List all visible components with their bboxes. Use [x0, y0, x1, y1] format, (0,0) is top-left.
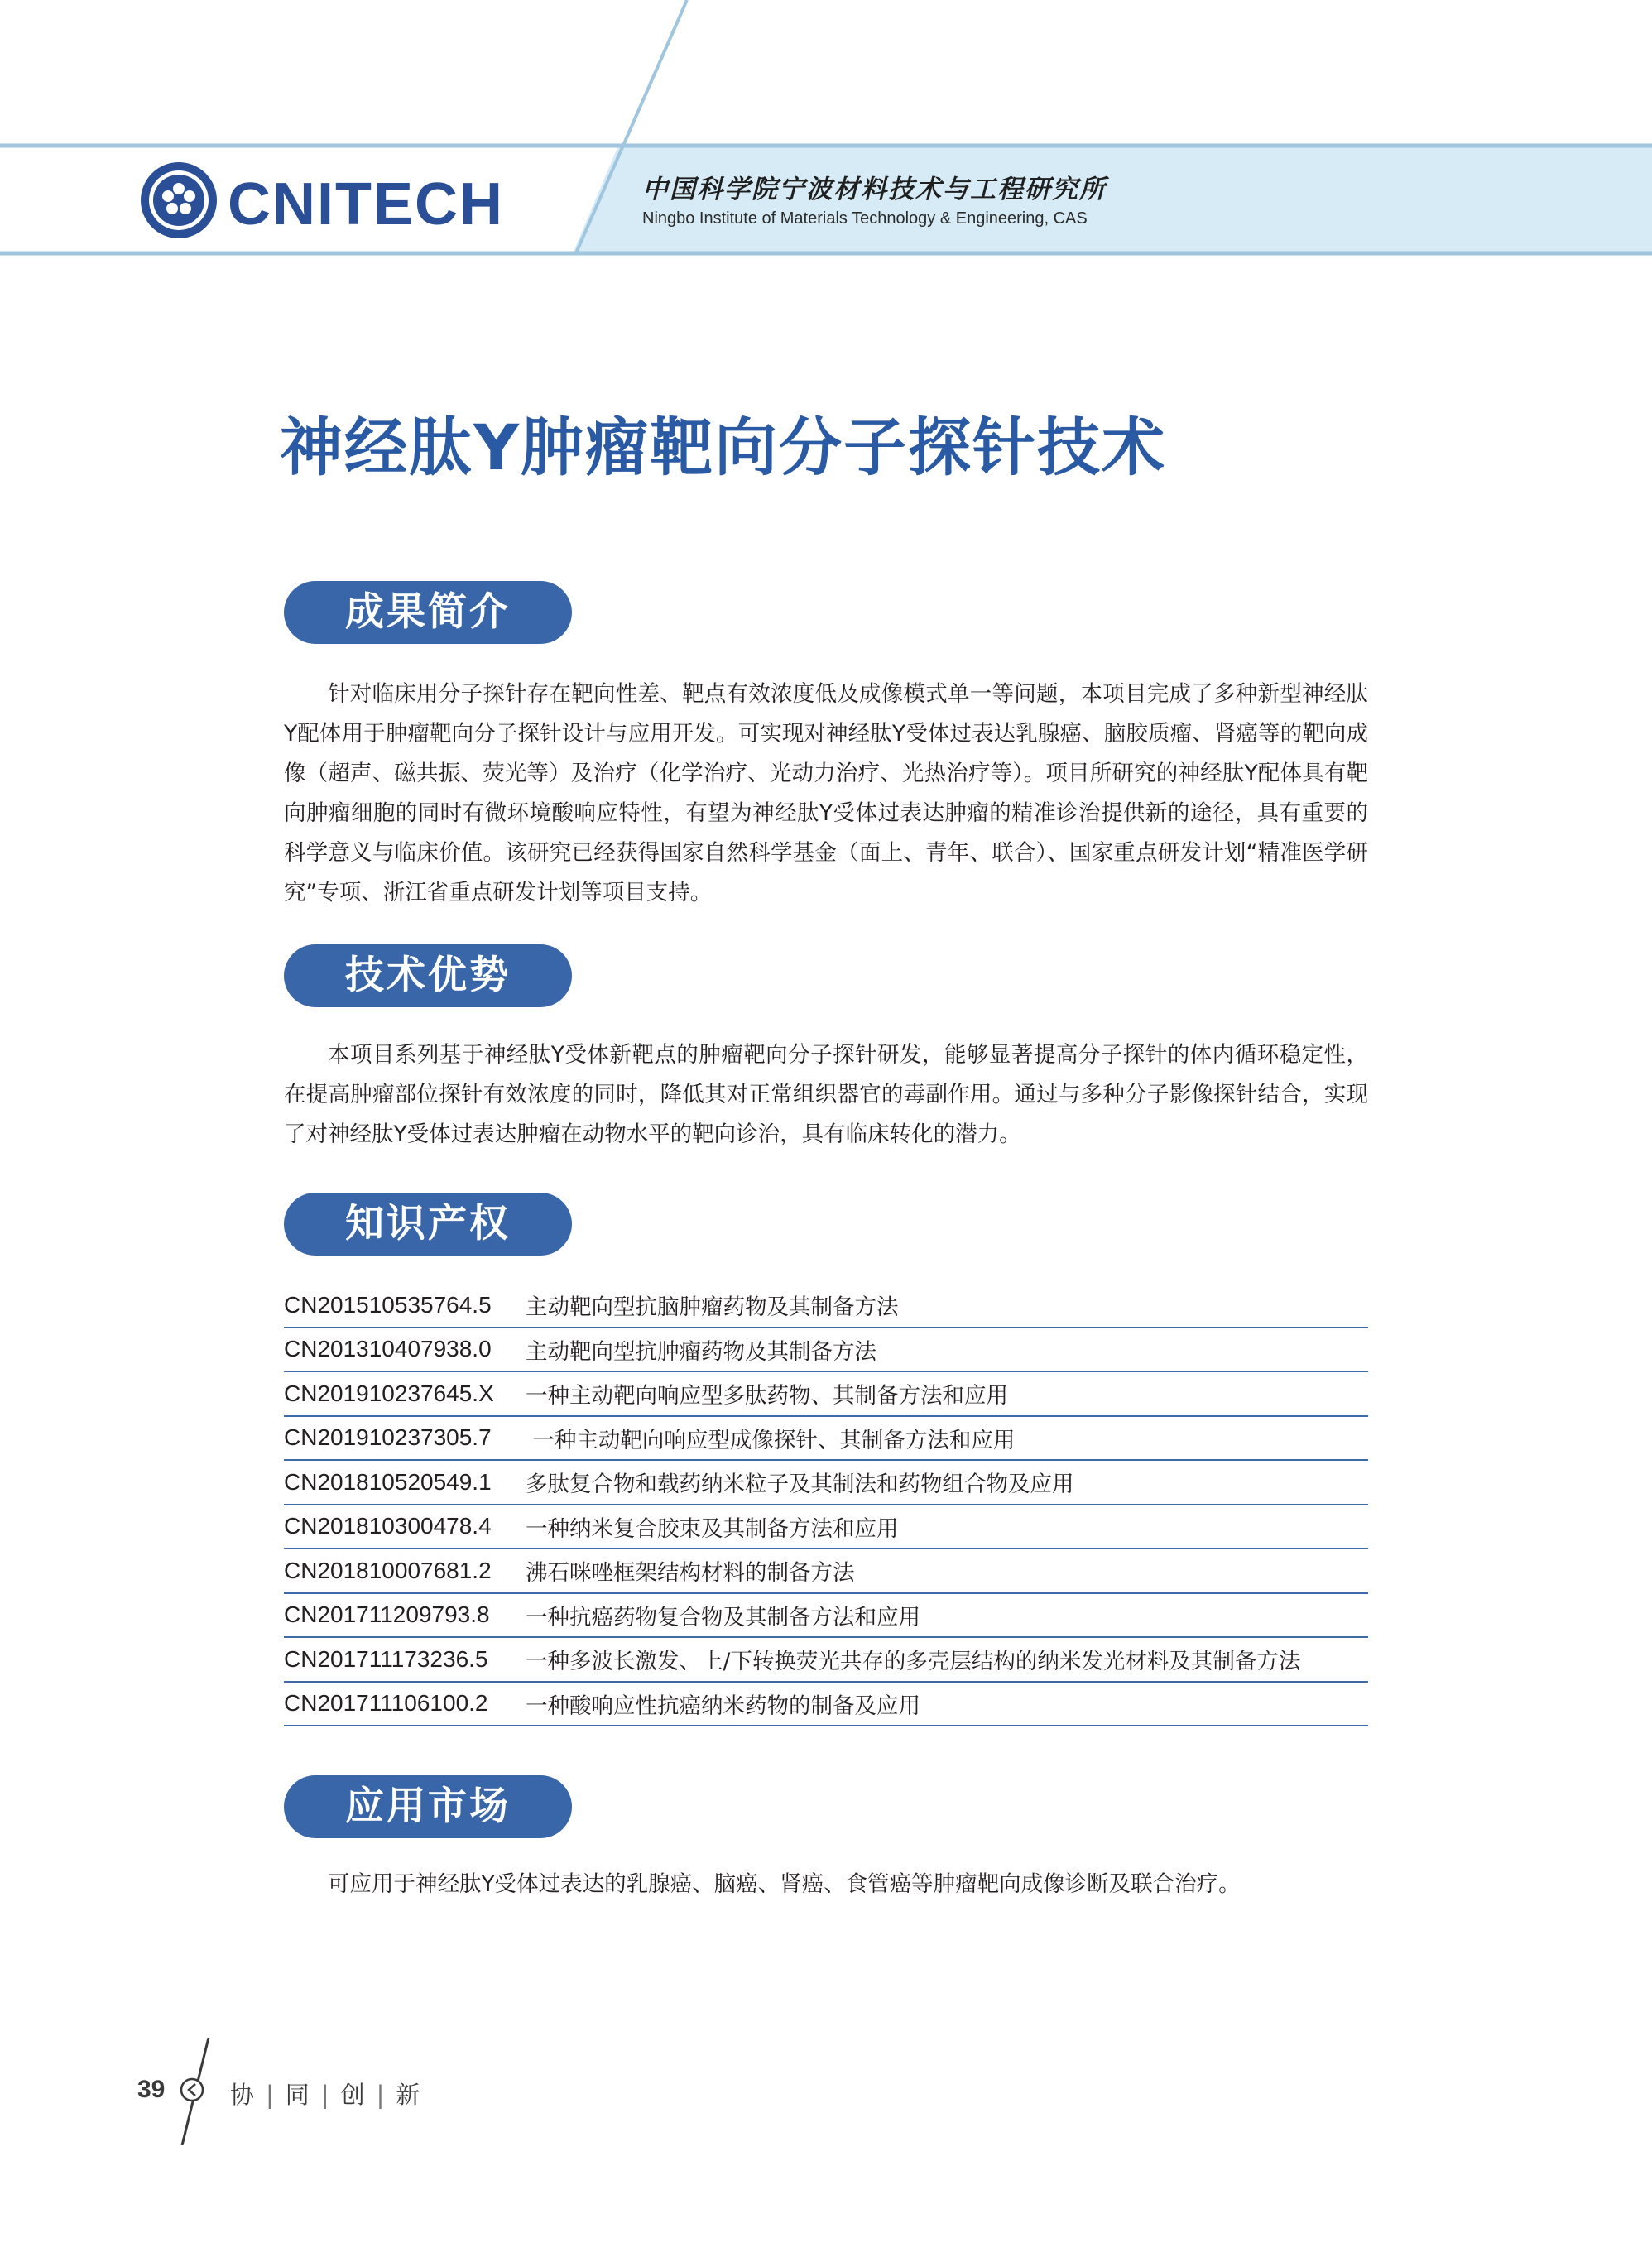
patent-row — [284, 1505, 1368, 1550]
section-heading-market: 应用市场 — [284, 1775, 572, 1838]
brand-logo-text: CNITECH — [228, 171, 504, 238]
section-heading-ip: 知识产权 — [284, 1193, 572, 1256]
patent-title: 沸石咪唑框架结构材料的制备方法 — [526, 1560, 855, 1587]
patent-row — [284, 1461, 1368, 1505]
market-paragraph: 可应用于神经肽Y受体过表达的乳腺癌、脑癌、肾癌、食管癌等肿瘤靶向成像诊断及联合治疗。 — [328, 1871, 1241, 1897]
patent-row — [284, 1417, 1368, 1462]
patent-number: CN201310407938.0 — [284, 1336, 492, 1362]
patent-title: 一种纳米复合胶束及其制备方法和应用 — [526, 1515, 899, 1542]
patent-number: CN201810300478.4 — [284, 1513, 492, 1539]
patent-number: CN201810520549.1 — [284, 1468, 492, 1495]
slogan-char: 协 — [230, 2081, 255, 2109]
patent-title: 主动靶向型抗脑肿瘤药物及其制备方法 — [526, 1294, 899, 1321]
patent-title: 一种多波长激发、上/下转换荧光共存的多壳层结构的纳米发光材料及其制备方法 — [526, 1649, 1301, 1675]
patent-number: CN201711173236.5 — [284, 1645, 488, 1672]
institute-name-cn: 中国科学院宁波材料技术与工程研究所 — [642, 175, 1107, 204]
page-number: 39 — [137, 2076, 166, 2103]
slogan-char: 同 — [285, 2081, 310, 2109]
advantage-paragraph: 本项目系列基于神经肽Y受体新靶点的肿瘤靶向分子探针研发，能够显著提高分子探针的体内循环稳定性，在提高肿瘤部位探针有效浓度的同时，降低其对正常组织器官的毒副作用。通过与多种分子影像探针结合，实现了对神经肽Y受体过表达肿瘤在动物水平的靶向诊治，具有临床转化的潜力。 — [284, 1042, 1368, 1147]
footer-slogan: 协 | 同 | 创 | 新 — [230, 2081, 420, 2109]
patent-row — [284, 1683, 1368, 1727]
slogan-char: 新 — [396, 2081, 420, 2109]
patent-title: 一种酸响应性抗癌纳米药物的制备及应用 — [526, 1693, 920, 1719]
patent-number: CN201910237305.7 — [284, 1424, 492, 1451]
patent-row — [284, 1372, 1368, 1417]
patent-number: CN201510535764.5 — [284, 1291, 492, 1318]
section-heading-advantage: 技术优势 — [284, 944, 572, 1007]
patent-number: CN201810007681.2 — [284, 1557, 492, 1583]
patent-row — [284, 1284, 1368, 1328]
patent-number: CN201910237645.X — [284, 1380, 494, 1406]
section-heading-intro: 成果简介 — [284, 581, 572, 644]
patent-title: 多肽复合物和载药纳米粒子及其制法和药物组合物及应用 — [526, 1472, 1074, 1498]
patent-row — [284, 1549, 1368, 1594]
patent-title: 主动靶向型抗肿瘤药物及其制备方法 — [526, 1338, 876, 1365]
intro-paragraph: 针对临床用分子探针存在靶向性差、靶点有效浓度低及成像模式单一等问题，本项目完成了多种新型神经肽Y配体用于肿瘤靶向分子探针设计与应用开发。可实现对神经肽Y受体过表达乳腺癌、脑胶质瘤、肾癌等的靶向成像（超声、磁共振、荧光等）及治疗（化学治疗、光动力治疗、光热治疗等）。项目所研究的神经肽Y配体具有靶向肿瘤细胞的同时有微环境酸响应特性，有望为神经肽Y受体过表达肿瘤的精准诊治提供新的途径，具有重要的科学意义与临床价值。该研究已经获得国家自然科学基金（面上、青年、联合）、国家重点研发计划“精准医学研究”专项、浙江省重点研发计划等项目支持。 — [284, 681, 1368, 905]
institute-name-en: Ningbo Institute of Materials Technology & Engineering, CAS — [642, 209, 1088, 228]
patent-number: CN201711106100.2 — [284, 1690, 488, 1717]
patent-row — [284, 1328, 1368, 1373]
patent-number: CN201711209793.8 — [284, 1602, 490, 1628]
slogan-char: 创 — [340, 2081, 365, 2109]
patent-title: 一种主动靶向响应型多肽药物、其制备方法和应用 — [526, 1383, 1008, 1409]
patent-table — [284, 1284, 1368, 1726]
cas-emblem-icon — [139, 161, 219, 240]
patent-row — [284, 1638, 1368, 1683]
patent-title: 一种主动靶向响应型成像探针、其制备方法和应用 — [526, 1427, 1016, 1453]
patent-title: 一种抗癌药物复合物及其制备方法和应用 — [526, 1604, 920, 1630]
patent-row — [284, 1594, 1368, 1639]
page-marker-icon — [170, 2038, 220, 2145]
page-title: 神经肽Y肿瘤靶向分子探针技术 — [280, 411, 1167, 484]
